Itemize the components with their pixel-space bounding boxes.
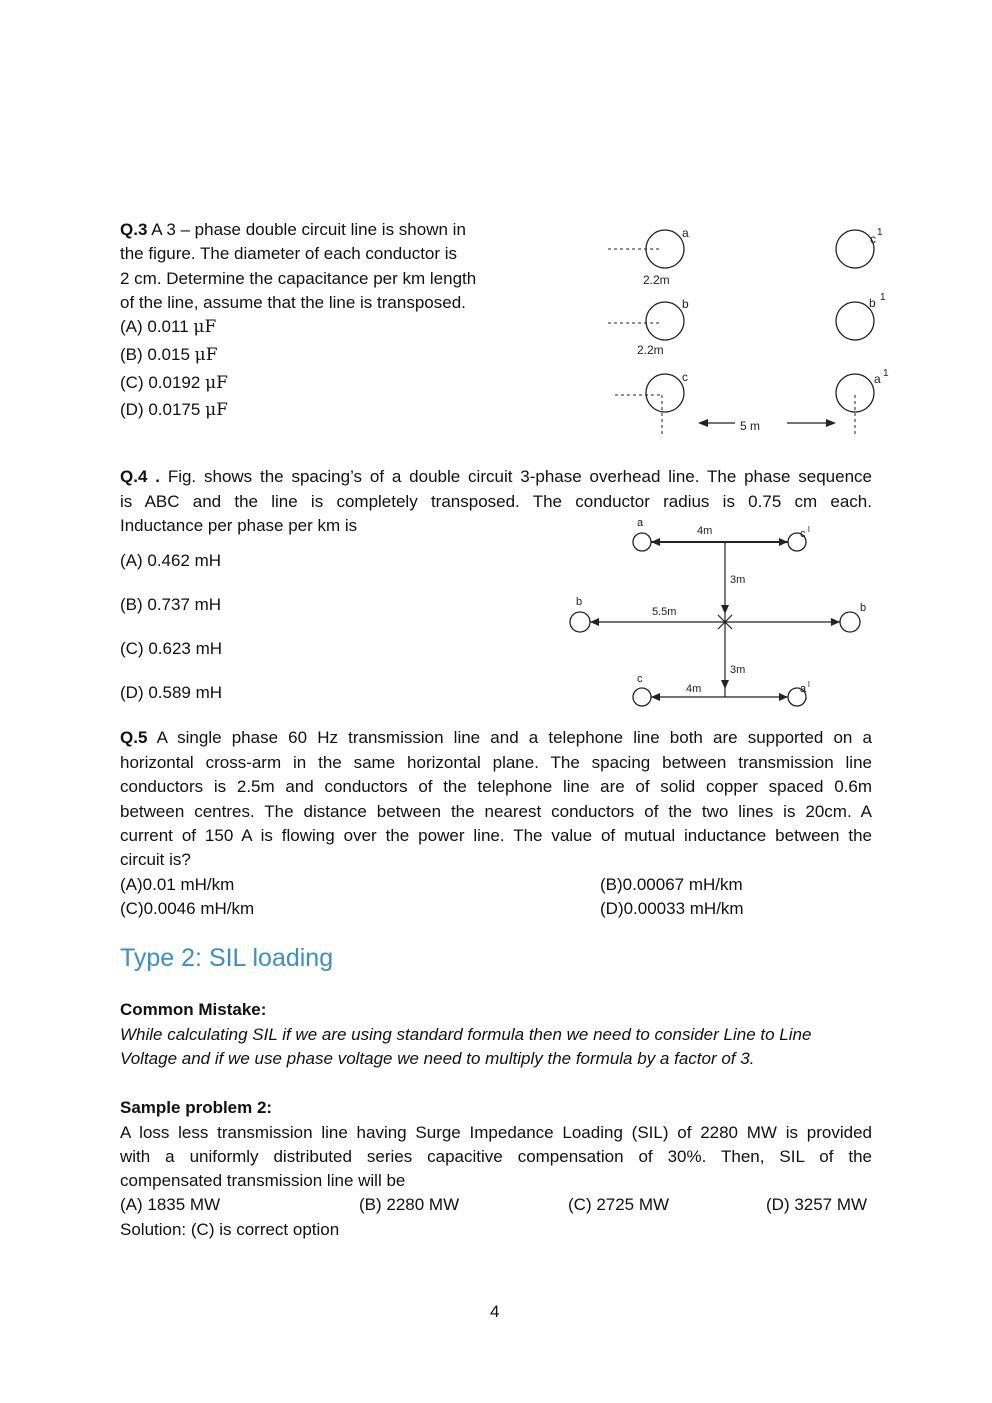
svg-text:1: 1 [883,368,889,379]
q4-option-a: (A) 0.462 mH [120,551,222,570]
sample-option-d: (D) 3257 MW [766,1195,868,1214]
q5-line-2: horizontal cross-arm in the same horizontal plane. The spacing between transmission line [120,753,872,772]
common-mistake-line-1: While calculating SIL if we are using standard formula then we need to consider Line to Line [120,1025,812,1044]
label-c1: c [870,232,876,246]
q4-option-d: (D) 0.589 mH [120,683,223,702]
q4-option-c: (C) 0.623 mH [120,639,223,658]
label-c-bottom: c [637,673,643,685]
spacing-4m-bottom: 4m [686,683,702,695]
q4-line-3: Inductance per phase per km is [120,516,358,535]
q5-option-c: (C)0.0046 mH/km [120,899,255,918]
sample-problem-title: Sample problem 2: [120,1098,273,1117]
q3-line-3: 2 cm. Determine the capacitance per km length [120,269,477,288]
sample-line-1: A loss less transmission line having Surge Impedance Loading (SIL) of 2280 MW is provided [120,1123,872,1142]
spacing-4m-top: 4m [697,525,713,537]
label-b-right: b [860,602,867,614]
q5-line-1: Q.5 A single phase 60 Hz transmission line and a telephone line both are supported on a [120,728,872,747]
q3-option-c: (C) 0.0192 μF [120,373,228,393]
spacing-3m-upper: 3m [730,574,746,586]
svg-text:l: l [808,525,810,534]
conductor-b-right [840,612,860,632]
conductor-b-left [570,612,590,632]
conductor-b [646,302,684,340]
q3-line-4: of the line, assume that the line is transposed. [120,293,466,312]
horizontal-5m: 5 m [740,419,761,433]
sample-line-3: compensated transmission line will be [120,1171,406,1190]
q5-line-3: conductors is 2.5m and conductors of the telephone line are of solid copper spaced 0.6m [120,777,872,796]
q5-line-4: between centres. The distance between the nearest conductors of the two lines is 20cm. A [120,802,872,821]
q5-option-a: (A)0.01 mH/km [120,875,235,894]
label-a-bottom: a [800,683,807,695]
spacing-2-2m-top: 2.2m [643,273,670,287]
label-b-left: b [576,596,583,608]
page-number: 4 [490,1302,500,1321]
svg-text:l: l [808,680,810,689]
label-a: a [682,226,689,240]
q3-line-1: Q.3 A 3 – phase double circuit line is shown in [120,220,466,239]
q3-option-d: (D) 0.0175 μF [120,400,228,420]
svg-text:1: 1 [880,292,886,303]
q5-option-d: (D)0.00033 mH/km [600,899,744,918]
label-a: a [637,517,644,529]
q5-line-5: current of 150 A is flowing over the power line. The value of mutual inductance between the [120,826,872,845]
q4-spacing-figure [560,515,880,715]
label-c: c [682,370,688,384]
solution-line: Solution: (C) is correct option [120,1220,340,1239]
q3-option-a: (A) 0.011 μF [120,317,217,337]
q5-line-6: circuit is? [120,850,191,869]
q4-line-2: is ABC and the line is completely transposed. The conductor radius is 0.75 cm each. [120,492,872,511]
spacing-2-2m-bottom: 2.2m [637,343,664,357]
sample-option-b: (B) 2280 MW [359,1195,460,1214]
common-mistake-line-2: Voltage and if we use phase voltage we need to multiply the formula by a factor of 3. [120,1049,755,1068]
q3-option-b: (B) 0.015 μF [120,345,218,365]
conductor-c1 [836,230,874,268]
label-c: c [800,528,806,540]
q3-line-2: the figure. The diameter of each conductor is [120,244,458,263]
label-a1: a [874,372,881,386]
section-heading: Type 2: SIL loading [120,944,334,972]
spacing-5-5m: 5.5m [652,606,677,618]
sample-option-c: (C) 2725 MW [568,1195,670,1214]
sample-line-2: with a uniformly distributed series capacitive compensation of 30%. Then, SIL of the [120,1147,872,1166]
common-mistake-title: Common Mistake: [120,1000,267,1019]
conductor-a1 [836,374,874,412]
q4-option-b: (B) 0.737 mH [120,595,222,614]
spacing-3m-lower: 3m [730,664,746,676]
q4-line-1: Q.4 . Fig. shows the spacing’s of a double circuit 3-phase overhead line. The phase sequence [120,467,872,486]
conductor-a-top [633,533,651,551]
svg-text:1: 1 [877,227,883,238]
conductor-c [646,374,684,412]
q3-number: Q.3 [120,220,148,239]
label-b1: b [869,296,876,310]
sample-option-a: (A) 1835 MW [120,1195,221,1214]
q3-conductor-figure [600,220,900,440]
q5-option-b: (B)0.00067 mH/km [600,875,743,894]
conductor-c-bottom [633,688,651,706]
label-b: b [682,297,689,311]
